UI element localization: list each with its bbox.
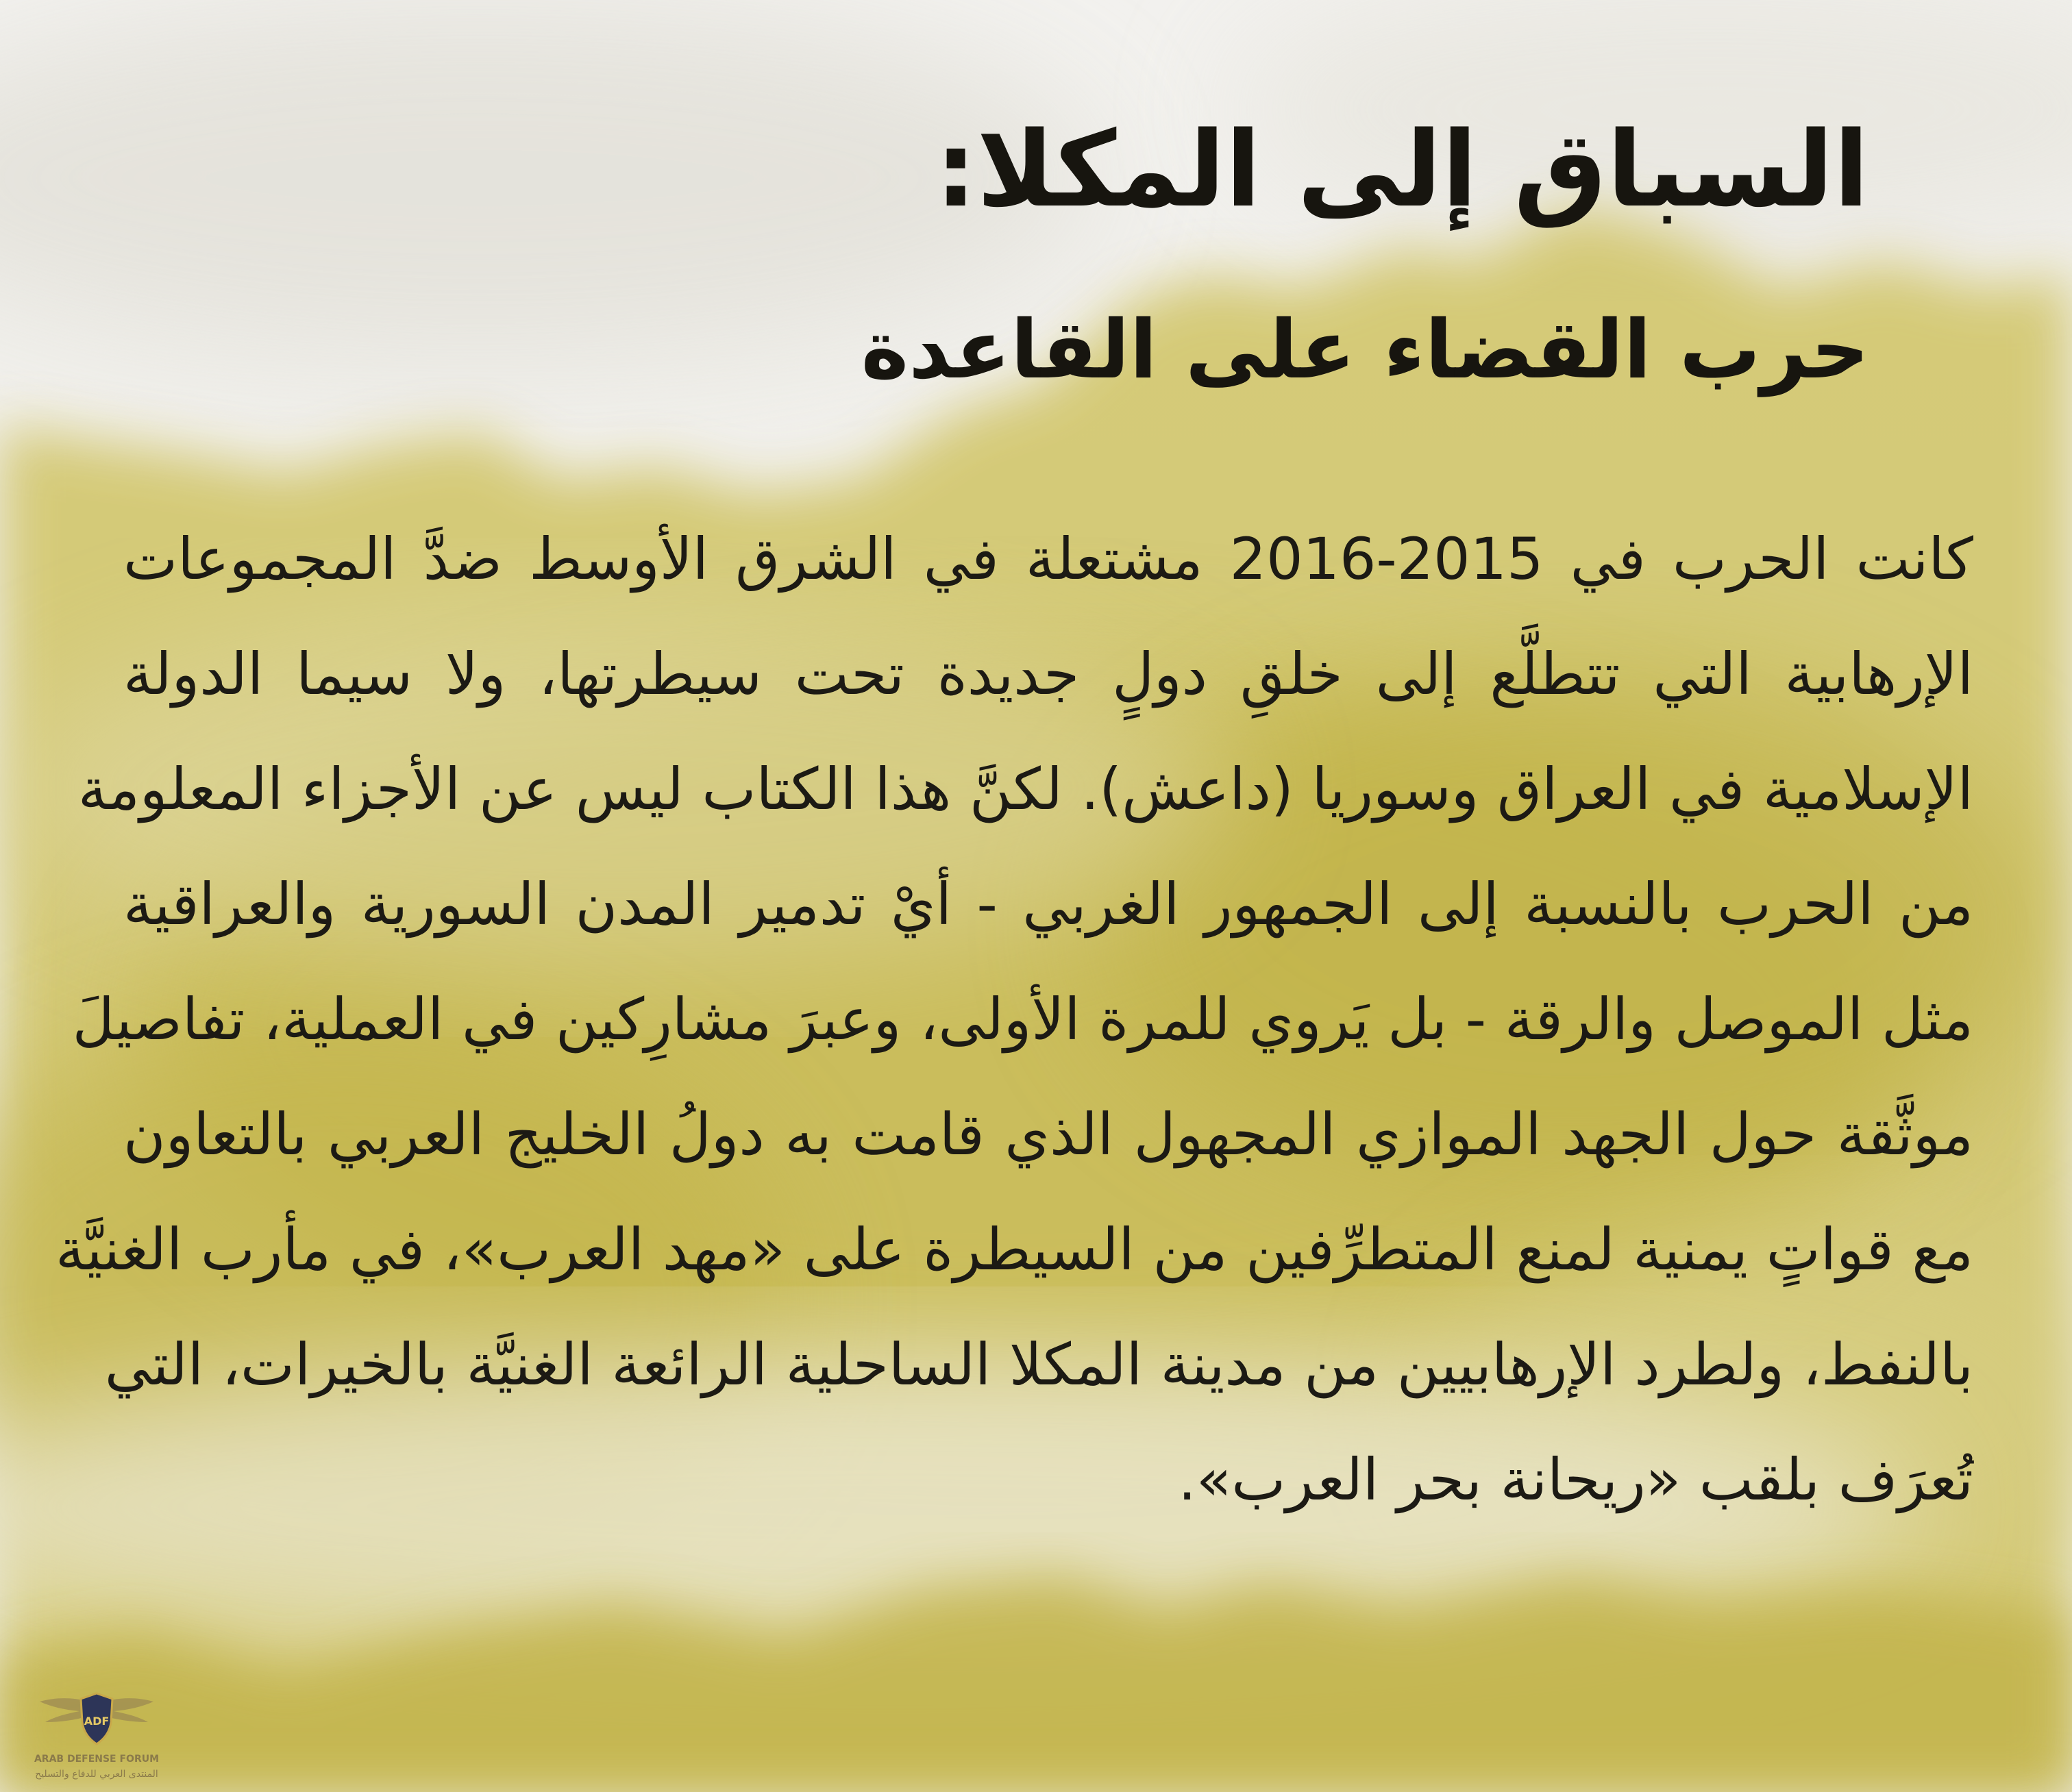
watermark-name-en: ARAB DEFENSE FORUM xyxy=(25,1754,169,1765)
svg-text:ADF: ADF xyxy=(84,1715,110,1728)
body-line: كانت الحرب في 2015-2016 مشتعلة في الشرق الأوسط ضدَّ المجموعات xyxy=(123,501,1973,617)
body-line: تُعرَف بلقب «ريحانة بحر العرب». xyxy=(123,1422,1973,1537)
page-subtitle: حرب القضاء على القاعدة xyxy=(499,295,1869,404)
watermark-name-ar: المنتدى العربي للدفاع والتسليح xyxy=(25,1769,169,1780)
body-line: مثل الموصل والرقة - بل يَروي للمرة الأولى، وعبرَ مشارِكين في العملية، تفاصيلَ xyxy=(123,962,1973,1077)
body-line: من الحرب بالنسبة إلى الجمهور الغربي - أيْ تدمير المدن السورية والعراقية xyxy=(123,847,1973,962)
body-line: الإسلامية في العراق وسوريا (داعش). لكنَّ هذا الكتاب ليس عن الأجزاء المعلومة xyxy=(123,732,1973,847)
body-line: مع قواتٍ يمنية لمنع المتطرِّفين من السيطرة على «مهد العرب»، في مأرب الغنيَّة xyxy=(123,1192,1973,1307)
body-line: بالنفط، ولطرد الإرهابيين من مدينة المكلا الساحلية الرائعة الغنيَّة بالخيرات، التي xyxy=(123,1307,1973,1422)
page-title: السباق إلى المكلا: xyxy=(499,101,1869,238)
body-line: الإرهابية التي تتطلَّع إلى خلقِ دولٍ جديدة تحت سيطرتها، ولا سيما الدولة xyxy=(123,617,1973,732)
body-line: موثَّقة حول الجهد الموازي المجهول الذي قامت به دولُ الخليج العربي بالتعاون xyxy=(123,1077,1973,1192)
